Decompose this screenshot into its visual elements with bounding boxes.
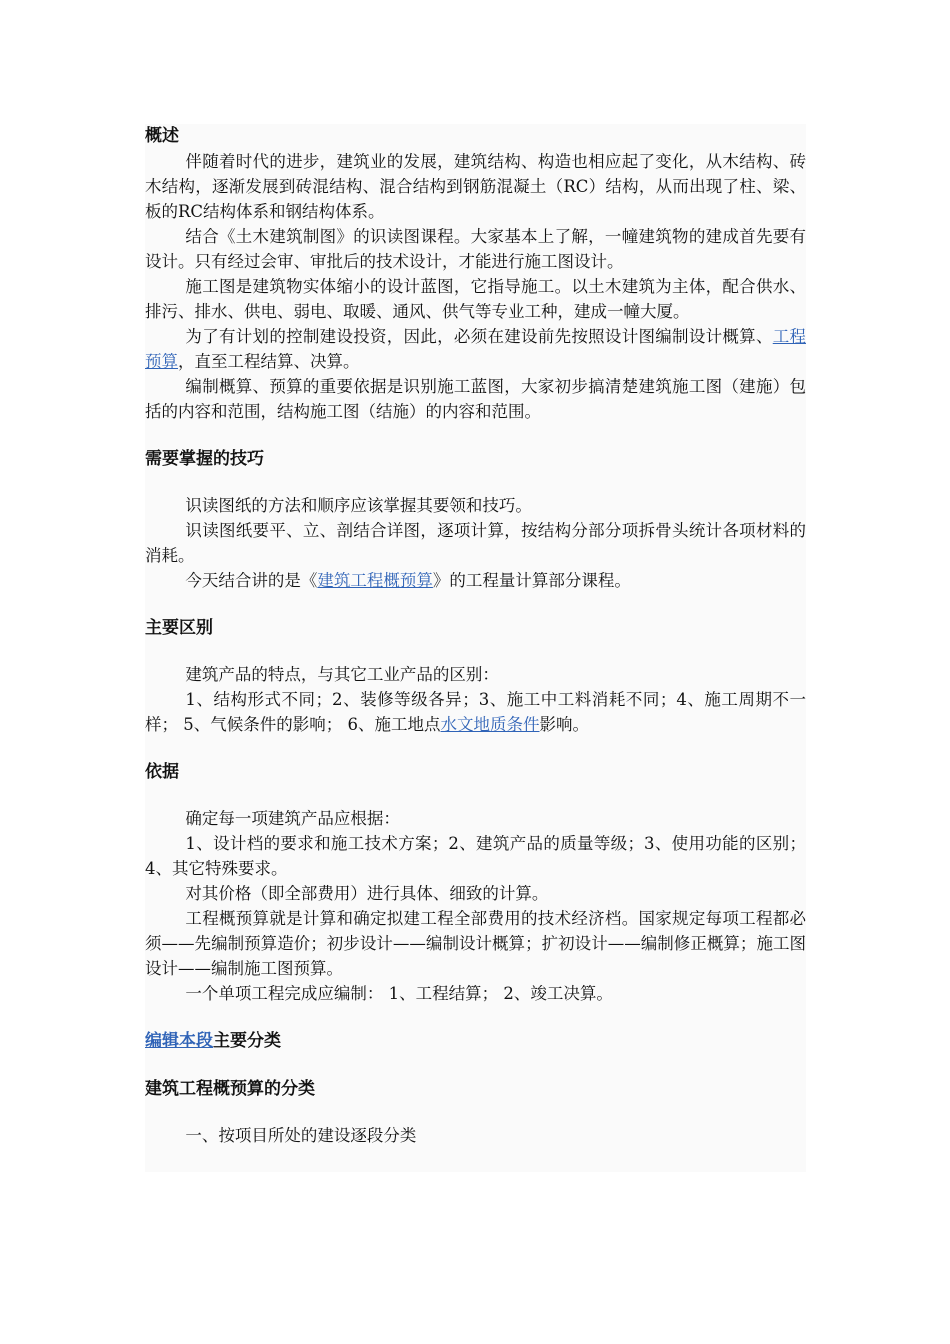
link-hydrogeology[interactable]: 水文地质条件 [440, 715, 540, 734]
paragraph: 施工图是建筑物实体缩小的设计蓝图，它指导施工。以土木建筑为主体，配合供水、排污、排水、供电、弱电、取暖、通风、供气等专业工种，建成一幢大厦。 [145, 277, 806, 321]
paragraph [145, 568, 806, 593]
text: 》的工程量计算部分课程。 [432, 571, 631, 590]
paragraph [145, 324, 806, 374]
link-construction-budget[interactable]: 建筑工程概预算 [317, 571, 433, 590]
spacer [145, 641, 806, 662]
spacer [145, 593, 806, 616]
paragraph: 识读图纸的方法和顺序应该掌握其要领和技巧。 [185, 496, 532, 515]
heading-differences: 主要区别 [145, 618, 213, 638]
link-engineering-budget[interactable]: 工程预算 [145, 327, 806, 371]
paragraph [145, 687, 806, 737]
paragraph: 一个单项工程完成应编制： 1、工程结算； 2、竣工决算。 [185, 984, 613, 1003]
text: ，直至工程结算、决算。 [178, 352, 360, 371]
paragraph: 编制概算、预算的重要依据是识别施工蓝图，大家初步搞清楚建筑施工图（建施）包括的内容和范围，结构施工图（结施）的内容和范围。 [145, 377, 806, 421]
spacer [145, 737, 806, 760]
text: 影响。 [539, 715, 589, 734]
spacer [145, 1006, 806, 1029]
paragraph: 建筑产品的特点，与其它工业产品的区别： [185, 665, 499, 684]
edit-section-link[interactable]: 编辑本段 [145, 1031, 213, 1051]
paragraph: 工程概预算就是计算和确定拟建工程全部费用的技术经济档。国家规定每项工程都必须——先编制预算造价；初步设计——编制设计概算；扩初设计——编制修正概算；施工图设计——编制施工图预算。 [145, 909, 806, 978]
paragraph: 1、设计档的要求和施工技术方案；2、建筑产品的质量等级；3、使用功能的区别； 4、其它特殊要求。 [145, 834, 806, 878]
spacer [145, 424, 806, 447]
spacer [145, 1102, 806, 1123]
document-page [145, 124, 806, 1172]
heading-overview: 概述 [145, 126, 179, 146]
text: 今天结合讲的是《 [185, 571, 318, 590]
text: 1、结构形式不同；2、装修等级各异；3、施工中工料消耗不同；4、施工周期不一样； 5、气候条件的影响； 6、施工地点 [145, 690, 806, 734]
heading-categories: 建筑工程概预算的分类 [145, 1079, 315, 1099]
paragraph: 确定每一项建筑产品应根据： [185, 809, 400, 828]
spacer [145, 1054, 806, 1077]
paragraph: 对其价格（即全部费用）进行具体、细致的计算。 [185, 884, 549, 903]
heading-skills: 需要掌握的技巧 [145, 449, 264, 469]
spacer [145, 472, 806, 493]
paragraph: 结合《土木建筑制图》的识读图课程。大家基本上了解，一幢建筑物的建成首先要有设计。只有经过会审、审批后的技术设计，才能进行施工图设计。 [145, 227, 806, 271]
heading-text: 主要分类 [213, 1031, 281, 1051]
heading-basis: 依据 [145, 762, 179, 782]
spacer [145, 785, 806, 806]
text: 为了有计划的控制建设投资，因此，必须在建设前先按照设计图编制设计概算、 [185, 327, 773, 346]
paragraph: 识读图纸要平、立、剖结合详图，逐项计算，按结构分部分项拆骨头统计各项材料的消耗。 [145, 521, 806, 565]
paragraph: 一、按项目所处的建设逐段分类 [185, 1126, 417, 1145]
paragraph: 伴随着时代的进步，建筑业的发展，建筑结构、构造也相应起了变化，从木结构、砖木结构，逐渐发展到砖混结构、混合结构到钢筋混凝土（RC）结构，从而出现了柱、梁、板的RC结构体系和钢结构体系。 [145, 152, 806, 221]
heading-classification [145, 1029, 806, 1054]
